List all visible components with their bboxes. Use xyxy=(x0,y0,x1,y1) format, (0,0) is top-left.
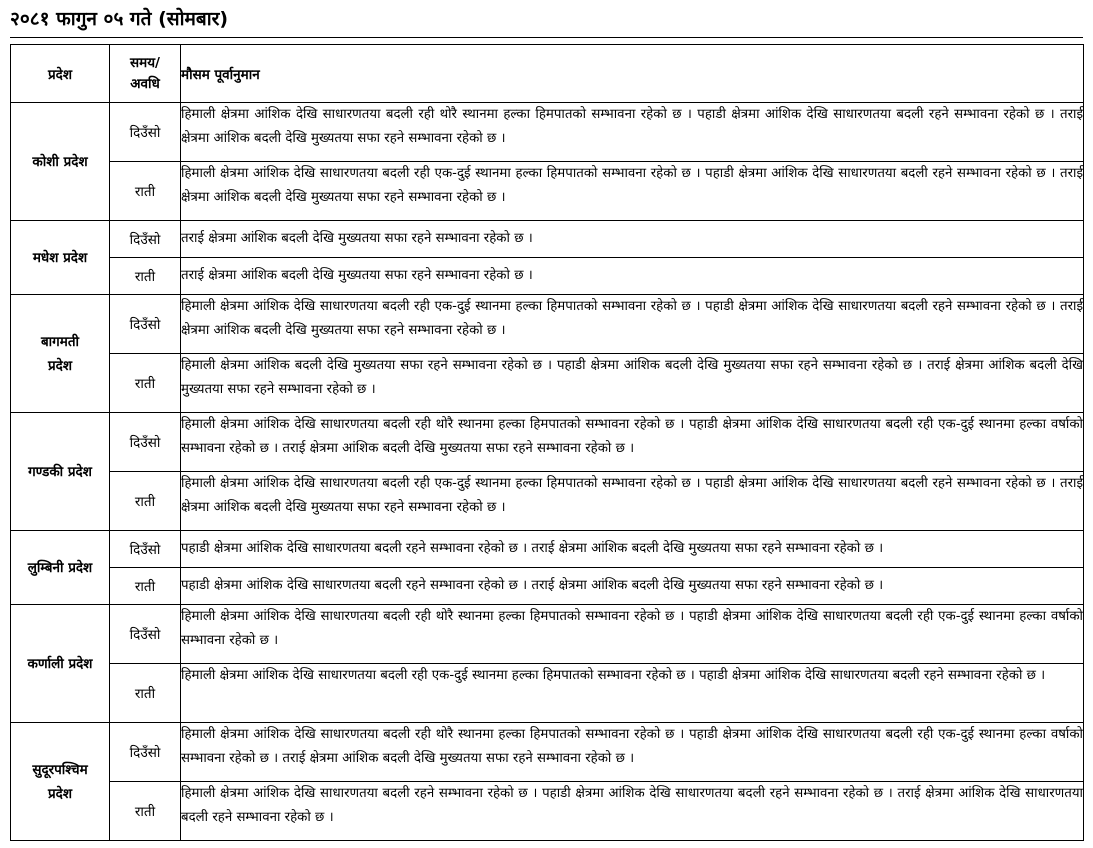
province-name-line2: प्रदेश xyxy=(47,357,73,374)
forecast-text: हिमाली क्षेत्रमा आंशिक देखि साधारणतया बदली रहने सम्भावना रहेको छ । पहाडी क्षेत्रमा आंशिक देखि साधारणतया बदली रहने सम्भावना रहेको छ । तराई क्षेत्रमा आंशिक देखि साधारणतया बदली रहने सम्भावना रहेको छ । xyxy=(181,782,1084,841)
table-row xyxy=(11,413,1084,472)
period-day: दिउँसो xyxy=(110,413,181,472)
period-day: दिउँसो xyxy=(110,531,181,568)
table-row xyxy=(11,782,1084,841)
period-day: दिउँसो xyxy=(110,605,181,664)
forecast-text: तराई क्षेत्रमा आंशिक बदली देखि मुख्यतया सफा रहने सम्भावना रहेको छ । xyxy=(181,258,1084,295)
period-day: दिउँसो xyxy=(110,103,181,162)
province-name: कर्णाली प्रदेश xyxy=(11,605,110,723)
period-night: राती xyxy=(110,472,181,531)
forecast-text: पहाडी क्षेत्रमा आंशिक देखि साधारणतया बदली रहने सम्भावना रहेको छ । तराई क्षेत्रमा आंशिक बदली देखि मुख्यतया सफा रहने सम्भावना रहेको छ । xyxy=(181,568,1084,605)
table-row xyxy=(11,472,1084,531)
period-night: राती xyxy=(110,782,181,841)
forecast-text: हिमाली क्षेत्रमा आंशिक देखि साधारणतया बदली रही एक-दुई स्थानमा हल्का हिमपातको सम्भावना रहेको छ । पहाडी क्षेत्रमा आंशिक देखि साधारणतया बदली रहने सम्भावना रहेको छ । तराई क्षेत्रमा आंशिक बदली देखि मुख्यतया सफा रहने सम्भावना रहेको छ । xyxy=(181,295,1084,354)
province-name: मधेश प्रदेश xyxy=(11,221,110,295)
forecast-text: हिमाली क्षेत्रमा आंशिक देखि साधारणतया बदली रही एक-दुई स्थानमा हल्का हिमपातको सम्भावना रहेको छ । पहाडी क्षेत्रमा आंशिक देखि साधारणतया बदली रहने सम्भावना रहेको छ । xyxy=(181,664,1084,723)
table-row xyxy=(11,162,1084,221)
table-header-row xyxy=(11,45,1084,103)
province-name-line1: सुदूरपश्चिम xyxy=(32,761,88,778)
column-header-time-line2: अवधि xyxy=(130,75,160,92)
forecast-text: हिमाली क्षेत्रमा आंशिक देखि साधारणतया बदली रही थोरै स्थानमा हल्का हिमपातको सम्भावना रहेको छ । पहाडी क्षेत्रमा आंशिक देखि साधारणतया बदली रही एक-दुई स्थानमा हल्का वर्षाको सम्भावना रहेको छ । xyxy=(181,605,1084,664)
period-day: दिउँसो xyxy=(110,221,181,258)
table-row xyxy=(11,354,1084,413)
period-night: राती xyxy=(110,664,181,723)
province-name xyxy=(11,723,110,841)
forecast-text: तराई क्षेत्रमा आंशिक बदली देखि मुख्यतया सफा रहने सम्भावना रहेको छ । xyxy=(181,221,1084,258)
forecast-text: पहाडी क्षेत्रमा आंशिक देखि साधारणतया बदली रहने सम्भावना रहेको छ । तराई क्षेत्रमा आंशिक बदली देखि मुख्यतया सफा रहने सम्भावना रहेको छ । xyxy=(181,531,1084,568)
table-row xyxy=(11,531,1084,568)
period-day: दिउँसो xyxy=(110,723,181,782)
province-name xyxy=(11,295,110,413)
title-divider xyxy=(10,37,1083,38)
forecast-text: हिमाली क्षेत्रमा आंशिक देखि साधारणतया बदली रही एक-दुई स्थानमा हल्का हिमपातको सम्भावना रहेको छ । पहाडी क्षेत्रमा आंशिक देखि साधारणतया बदली रहने सम्भावना रहेको छ । तराई क्षेत्रमा आंशिक बदली देखि मुख्यतया सफा रहने सम्भावना रहेको छ । xyxy=(181,472,1084,531)
province-name: गण्डकी प्रदेश xyxy=(11,413,110,531)
province-name-line1: बागमती xyxy=(40,333,80,350)
page-title: २०८१ फागुन ०५ गते (सोमबार) xyxy=(10,8,229,30)
column-header-province: प्रदेश xyxy=(11,45,110,103)
table-row xyxy=(11,295,1084,354)
province-name: कोशी प्रदेश xyxy=(11,103,110,221)
column-header-time-line1: समय/ xyxy=(130,54,160,71)
table-row xyxy=(11,103,1084,162)
column-header-time xyxy=(110,45,181,103)
table-row xyxy=(11,221,1084,258)
table-row xyxy=(11,568,1084,605)
forecast-table xyxy=(10,44,1084,841)
province-name: लुम्बिनी प्रदेश xyxy=(11,531,110,605)
province-name-line2: प्रदेश xyxy=(47,785,73,802)
period-night: राती xyxy=(110,354,181,413)
table-row xyxy=(11,605,1084,664)
forecast-text: हिमाली क्षेत्रमा आंशिक देखि साधारणतया बदली रही थोरै स्थानमा हल्का हिमपातको सम्भावना रहेको छ । पहाडी क्षेत्रमा आंशिक देखि साधारणतया बदली रही एक-दुई स्थानमा हल्का वर्षाको सम्भावना रहेको छ । तराई क्षेत्रमा आंशिक बदली देखि मुख्यतया सफा रहने सम्भावना रहेको छ । xyxy=(181,413,1084,472)
period-night: राती xyxy=(110,162,181,221)
forecast-text: हिमाली क्षेत्रमा आंशिक बदली देखि मुख्यतया सफा रहने सम्भावना रहेको छ । पहाडी क्षेत्रमा आंशिक बदली देखि मुख्यतया सफा रहने सम्भावना रहेको छ । तराई क्षेत्रमा आंशिक बदली देखि मुख्यतया सफा रहने सम्भावना रहेको छ । xyxy=(181,354,1084,413)
table-row xyxy=(11,664,1084,723)
table-row xyxy=(11,723,1084,782)
period-night: राती xyxy=(110,258,181,295)
forecast-text: हिमाली क्षेत्रमा आंशिक देखि साधारणतया बदली रही एक-दुई स्थानमा हल्का हिमपातको सम्भावना रहेको छ । पहाडी क्षेत्रमा आंशिक देखि साधारणतया बदली रहने सम्भावना रहेको छ । तराई क्षेत्रमा आंशिक बदली देखि मुख्यतया सफा रहने सम्भावना रहेको छ । xyxy=(181,162,1084,221)
forecast-text: हिमाली क्षेत्रमा आंशिक देखि साधारणतया बदली रही थोरै स्थानमा हल्का हिमपातको सम्भावना रहेको छ । पहाडी क्षेत्रमा आंशिक देखि साधारणतया बदली रही एक-दुई स्थानमा हल्का वर्षाको सम्भावना रहेको छ । तराई क्षेत्रमा आंशिक बदली देखि मुख्यतया सफा रहने सम्भावना रहेको छ । xyxy=(181,723,1084,782)
period-night: राती xyxy=(110,568,181,605)
table-row xyxy=(11,258,1084,295)
column-header-forecast: मौसम पूर्वानुमान xyxy=(181,45,1084,103)
period-day: दिउँसो xyxy=(110,295,181,354)
forecast-text: हिमाली क्षेत्रमा आंशिक देखि साधारणतया बदली रही थोरै स्थानमा हल्का हिमपातको सम्भावना रहेको छ । पहाडी क्षेत्रमा आंशिक देखि साधारणतया बदली रहने सम्भावना रहेको छ । तराई क्षेत्रमा आंशिक बदली देखि मुख्यतया सफा रहने सम्भावना रहेको छ । xyxy=(181,103,1084,162)
